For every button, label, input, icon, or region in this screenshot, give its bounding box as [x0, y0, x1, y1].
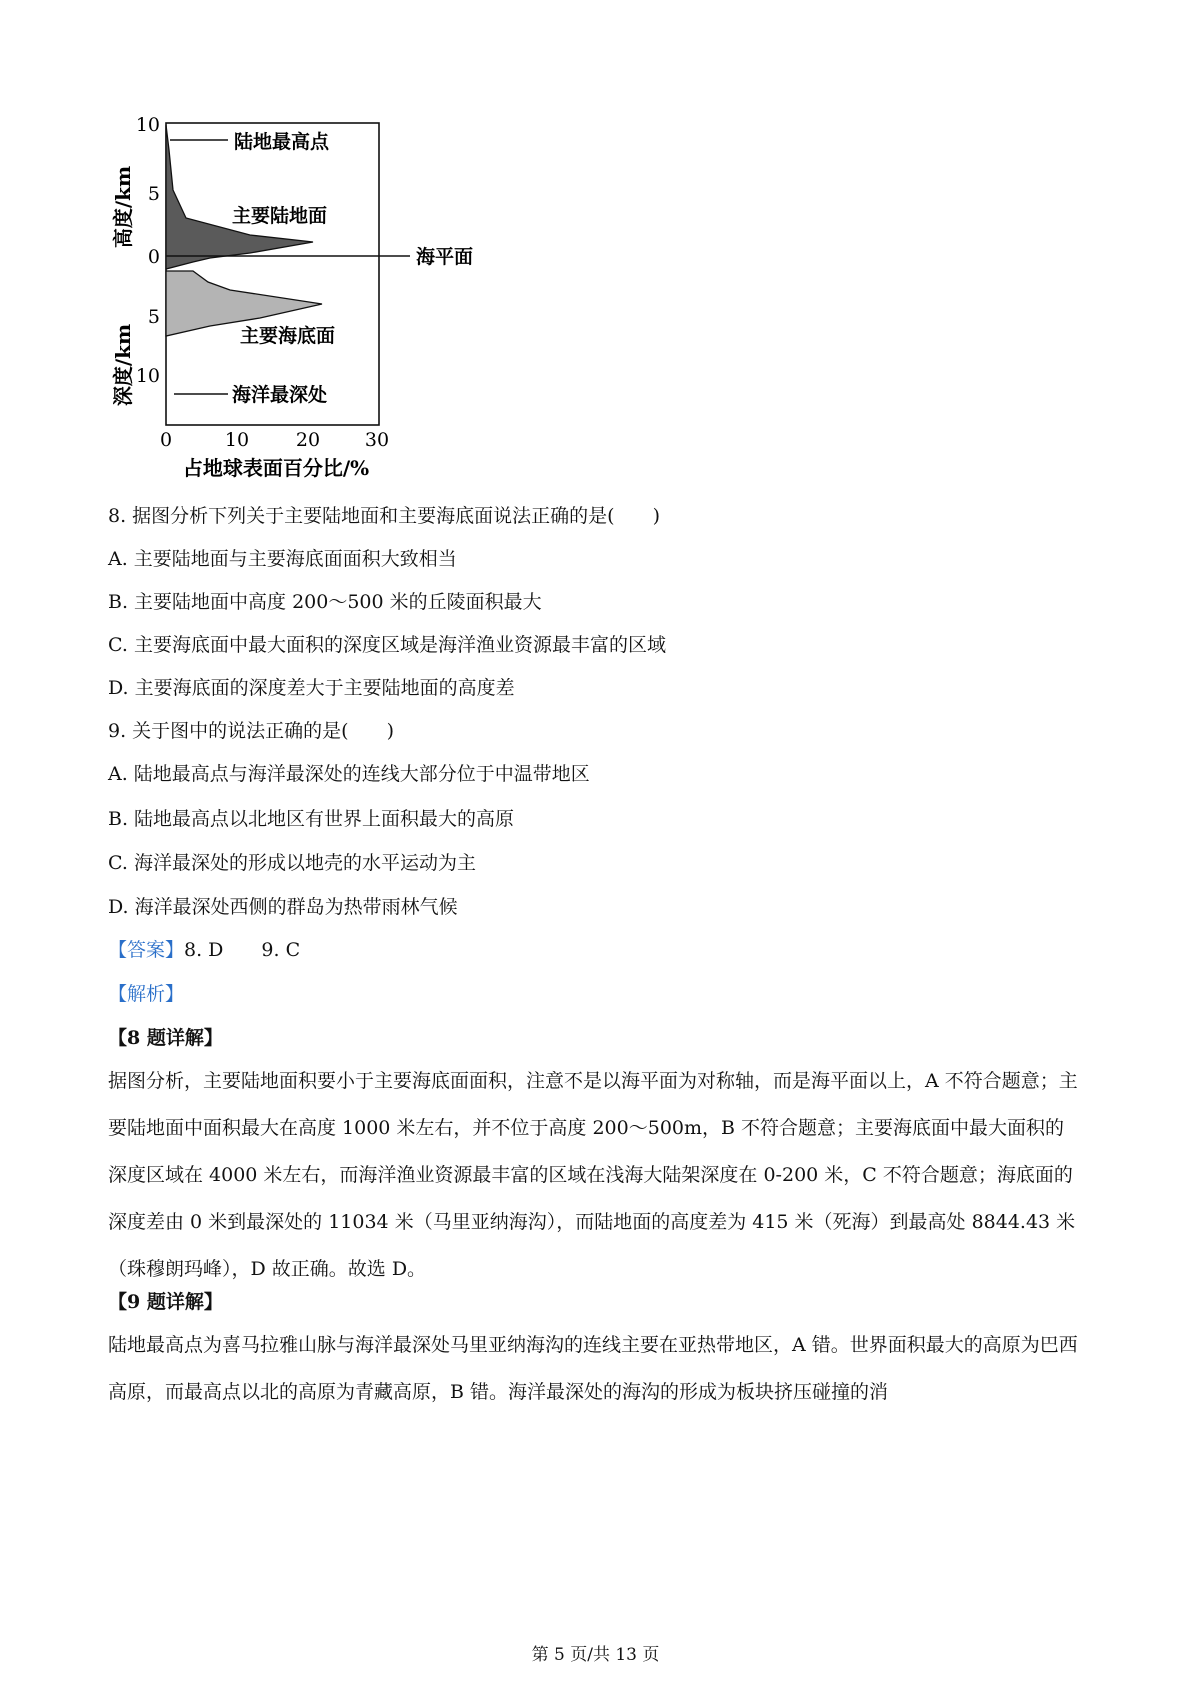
x-tick: 10 — [224, 429, 250, 451]
label-main-land: 主要陆地面 — [232, 205, 328, 227]
answer-text: 8. D 9. C — [184, 939, 301, 961]
x-tick: 0 — [159, 429, 173, 451]
analysis-tag: 【解析】 — [108, 983, 185, 1005]
label-main-seafloor: 主要海底面 — [240, 325, 336, 347]
label-highest-point: 陆地最高点 — [234, 131, 330, 153]
y-tick: 5 — [147, 306, 160, 328]
label-deepest-point: 海洋最深处 — [232, 384, 328, 406]
hypsometric-figure — [110, 110, 474, 510]
q8-stem: 8. 据图分析下列关于主要陆地面和主要海底面说法正确的是( ) — [108, 505, 660, 527]
analysis-line — [108, 981, 184, 1007]
y-tick: 10 — [135, 114, 160, 136]
x-axis-title: 占地球表面百分比/% — [182, 456, 370, 480]
q9-option-b: B. 陆地最高点以北地区有世界上面积最大的高原 — [108, 808, 515, 830]
detail9-heading: 【9 题详解】 — [108, 1291, 223, 1313]
q9-stem: 9. 关于图中的说法正确的是( ) — [108, 720, 394, 742]
q8-option-d: D. 主要海底面的深度差大于主要陆地面的高度差 — [108, 677, 515, 699]
q8-option-a: A. 主要陆地面与主要海底面面积大致相当 — [108, 548, 457, 570]
x-tick: 20 — [295, 429, 321, 451]
y-axis-title-height: 高度/km — [111, 165, 135, 249]
x-tick: 30 — [364, 429, 390, 451]
detail8-heading: 【8 题详解】 — [108, 1027, 223, 1049]
detail8-body: 据图分析，主要陆地面积要小于主要海底面面积，注意不是以海平面为对称轴，而是海平面以上，A 不符合题意；主要陆地面中面积最大在高度 1000 米左右，并不位于高度 200～500m，B 不符合题意；主要海底面中最大面积的深度区域在 4000 米左右，而海洋渔业资源最丰富的区域在浅海大陆架深度在 0-200 米，C 不符合题意；海底面的深度差由 0 米到最深处的 11034 米（马里亚纳海沟），而陆地面的高度差为 415 米（死海）到最高处 8844.43 米（珠穆朗玛峰），D 故正确。故选 D。 — [108, 1070, 1078, 1280]
y-tick: 5 — [147, 183, 160, 205]
q8-option-c: C. 主要海底面中最大面积的深度区域是海洋渔业资源最丰富的区域 — [108, 634, 666, 656]
detail9-body: 陆地最高点为喜马拉雅山脉与海洋最深处马里亚纳海沟的连线主要在亚热带地区，A 错。世界面积最大的高原为巴西高原，而最高点以北的高原为青藏高原，B 错。海洋最深处的海沟的形成为板块挤压碰撞的消 — [108, 1334, 1078, 1403]
page-footer: 第 5 页/共 13 页 — [531, 1645, 660, 1665]
y-axis-title-depth: 深度/km — [111, 323, 135, 407]
y-tick: 10 — [135, 365, 160, 387]
label-sea-level: 海平面 — [416, 246, 474, 268]
hypsometric-chart — [110, 110, 474, 510]
q8-option-b: B. 主要陆地面中高度 200～500 米的丘陵面积最大 — [108, 591, 542, 613]
q9-option-a: A. 陆地最高点与海洋最深处的连线大部分位于中温带地区 — [108, 763, 590, 785]
y-tick: 0 — [147, 246, 160, 268]
answer-line — [108, 937, 300, 963]
q9-option-d: D. 海洋最深处西侧的群岛为热带雨林气候 — [108, 896, 458, 918]
q9-option-c: C. 海洋最深处的形成以地壳的水平运动为主 — [108, 852, 476, 874]
answer-tag: 【答案】 — [108, 939, 185, 961]
